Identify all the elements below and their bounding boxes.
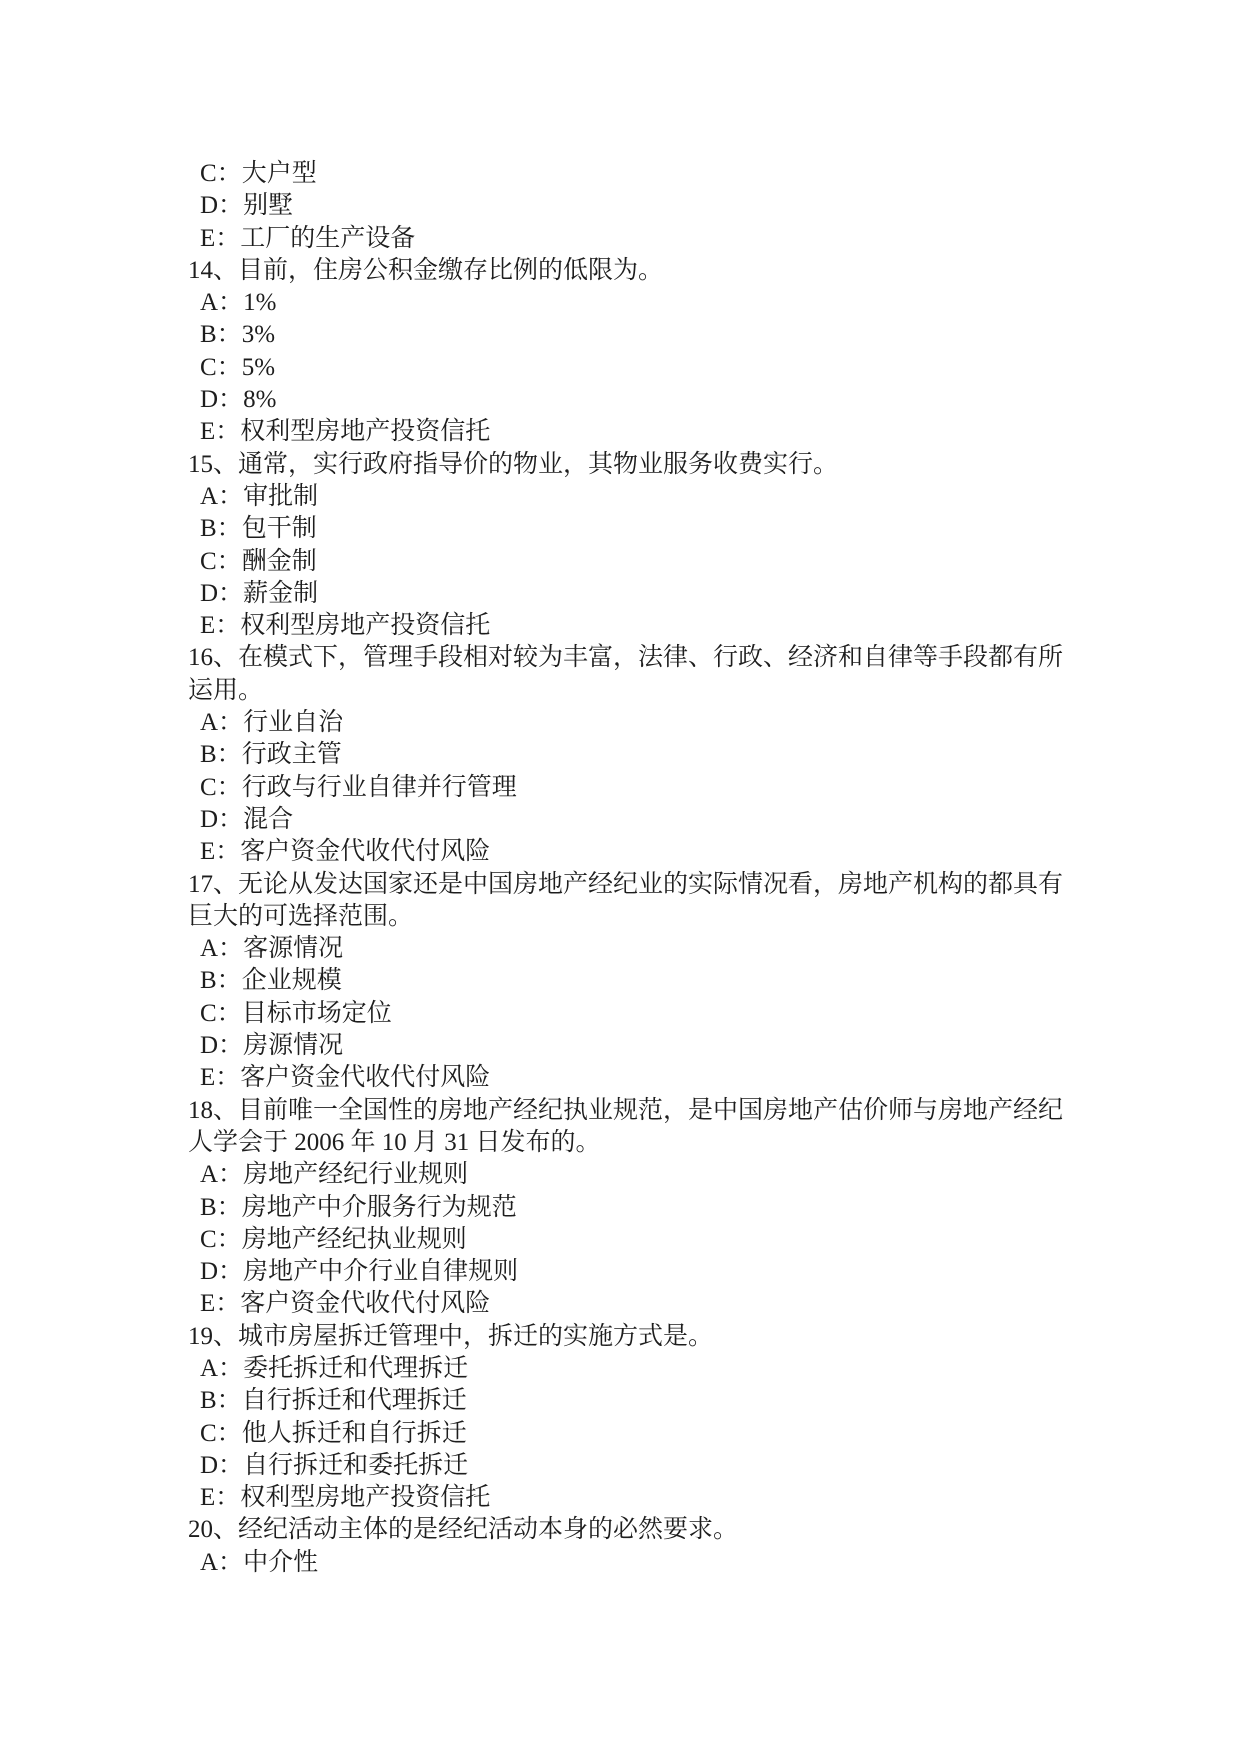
option-line <box>188 610 1068 642</box>
question-number: 14、 <box>188 256 239 284</box>
question-number: 15、 <box>188 450 239 478</box>
option-line <box>188 1256 1068 1288</box>
question-line-15 <box>188 449 1068 481</box>
option-text: 中介性 <box>243 1548 319 1576</box>
option-label: D： <box>200 1451 244 1479</box>
option-line <box>188 1062 1068 1094</box>
option-text: 客源情况 <box>243 935 344 963</box>
option-text: 他人拆迁和自行拆迁 <box>241 1419 467 1447</box>
option-label: A： <box>200 709 244 737</box>
option-label: E： <box>200 838 241 866</box>
option-text: 行政与行业自律并行管理 <box>241 773 517 801</box>
option-text: 审批制 <box>243 482 319 510</box>
option-label: C： <box>200 999 242 1027</box>
option-text: 客户资金代收代付风险 <box>240 1290 491 1318</box>
option-text: 房源情况 <box>243 1032 344 1060</box>
question-text: 经纪活动主体的是经纪活动本身的必然要求。 <box>238 1516 739 1544</box>
option-label: B： <box>200 321 242 349</box>
option-label: D： <box>200 579 244 607</box>
question-text: 目前唯一全国性的房地产经纪执业规范，是中国房地产估价师与房地产经纪人学会于 2006 年 10 月 31 日发布的。 <box>188 1096 1064 1156</box>
option-line <box>188 1192 1068 1224</box>
question-line-18 <box>188 1095 1068 1160</box>
option-label: B： <box>200 515 242 543</box>
option-line <box>188 190 1068 222</box>
option-line <box>188 287 1068 319</box>
question-number: 20、 <box>188 1516 239 1544</box>
option-text: 自行拆迁和委托拆迁 <box>243 1451 469 1479</box>
option-text: 行业自治 <box>243 709 344 737</box>
option-line <box>188 384 1068 416</box>
option-label: A： <box>200 935 244 963</box>
option-line <box>188 1288 1068 1320</box>
option-label: E： <box>200 1290 241 1318</box>
option-label: C： <box>200 1419 242 1447</box>
option-text: 权利型房地产投资信托 <box>240 1484 491 1512</box>
question-list <box>188 158 1068 1579</box>
option-text: 房地产经纪行业规则 <box>243 1161 469 1189</box>
question-text: 通常，实行政府指导价的物业，其物业服务收费实行。 <box>238 450 839 478</box>
option-text: 薪金制 <box>243 579 319 607</box>
option-label: A： <box>200 1548 244 1576</box>
option-text: 委托拆迁和代理拆迁 <box>243 1354 469 1382</box>
option-text: 权利型房地产投资信托 <box>240 418 491 446</box>
option-text: 自行拆迁和代理拆迁 <box>241 1387 467 1415</box>
option-label: C： <box>200 547 242 575</box>
question-number: 18、 <box>188 1096 239 1124</box>
option-label: C： <box>200 160 242 187</box>
question-line-16 <box>188 642 1068 707</box>
option-label: D： <box>200 805 244 833</box>
option-line <box>188 933 1068 965</box>
option-label: B： <box>200 1387 242 1415</box>
option-label: E： <box>200 224 241 252</box>
option-text: 酬金制 <box>241 547 317 575</box>
option-label: A： <box>200 1161 244 1189</box>
option-line <box>188 707 1068 739</box>
option-label: B： <box>200 967 242 995</box>
option-line <box>188 804 1068 836</box>
option-label: D： <box>200 192 244 220</box>
option-line <box>188 1547 1068 1579</box>
option-line <box>188 998 1068 1030</box>
option-line <box>188 836 1068 868</box>
option-line <box>188 739 1068 771</box>
question-number: 17、 <box>188 870 239 898</box>
option-line <box>188 965 1068 997</box>
question-line-19 <box>188 1321 1068 1353</box>
option-text: 房地产中介行业自律规则 <box>243 1258 519 1286</box>
option-line <box>188 481 1068 513</box>
option-label: C： <box>200 773 242 801</box>
option-text: 包干制 <box>241 515 317 543</box>
option-text: 混合 <box>243 805 294 833</box>
option-text: 房地产经纪执业规则 <box>241 1225 467 1253</box>
question-line-20 <box>188 1514 1068 1546</box>
option-label: A： <box>200 1354 244 1382</box>
option-line <box>188 1418 1068 1450</box>
option-text: 企业规模 <box>241 967 342 995</box>
option-label: B： <box>200 1193 242 1221</box>
option-label: A： <box>200 289 244 317</box>
option-line <box>188 772 1068 804</box>
option-line <box>188 1385 1068 1417</box>
option-line <box>188 1159 1068 1191</box>
option-line <box>188 1353 1068 1385</box>
option-line <box>188 1482 1068 1514</box>
option-text: 客户资金代收代付风险 <box>240 1064 491 1092</box>
option-line <box>188 223 1068 255</box>
option-line <box>188 513 1068 545</box>
option-label: E： <box>200 1484 241 1512</box>
option-label: B： <box>200 741 242 769</box>
option-label: D： <box>200 386 244 414</box>
question-text: 无论从发达国家还是中国房地产经纪业的实际情况看，房地产机构的都具有巨大的可选择范围。 <box>188 870 1064 930</box>
option-text: 客户资金代收代付风险 <box>240 838 491 866</box>
option-line <box>188 319 1068 351</box>
option-label: C： <box>200 353 242 381</box>
option-text: 房地产中介服务行为规范 <box>241 1193 517 1221</box>
option-label: D： <box>200 1258 244 1286</box>
option-label: E： <box>200 1064 241 1092</box>
option-label: E： <box>200 612 241 640</box>
option-line <box>188 158 1068 190</box>
option-text: 5% <box>241 353 276 381</box>
question-number: 19、 <box>188 1322 239 1350</box>
option-line <box>188 578 1068 610</box>
option-text: 大户型 <box>241 160 317 187</box>
question-text: 目前，住房公积金缴存比例的低限为。 <box>238 256 664 284</box>
question-line-17 <box>188 869 1068 934</box>
option-label: E： <box>200 418 241 446</box>
option-text: 3% <box>241 321 276 349</box>
option-text: 目标市场定位 <box>241 999 392 1027</box>
option-line <box>188 1030 1068 1062</box>
option-label: A： <box>200 482 244 510</box>
option-label: C： <box>200 1225 242 1253</box>
question-number: 16、 <box>188 644 239 672</box>
option-text: 工厂的生产设备 <box>240 224 416 252</box>
option-line <box>188 352 1068 384</box>
option-text: 8% <box>243 386 277 414</box>
option-line <box>188 1450 1068 1482</box>
option-text: 行政主管 <box>241 741 342 769</box>
option-text: 1% <box>243 289 277 317</box>
option-line <box>188 546 1068 578</box>
option-label: D： <box>200 1032 244 1060</box>
option-text: 别墅 <box>243 192 294 220</box>
question-text: 城市房屋拆迁管理中，拆迁的实施方式是。 <box>238 1322 714 1350</box>
question-text: 在模式下，管理手段相对较为丰富，法律、行政、经济和自律等手段都有所运用。 <box>188 644 1064 704</box>
option-line <box>188 1224 1068 1256</box>
option-line <box>188 416 1068 448</box>
question-line-14 <box>188 255 1068 287</box>
option-text: 权利型房地产投资信托 <box>240 612 491 640</box>
